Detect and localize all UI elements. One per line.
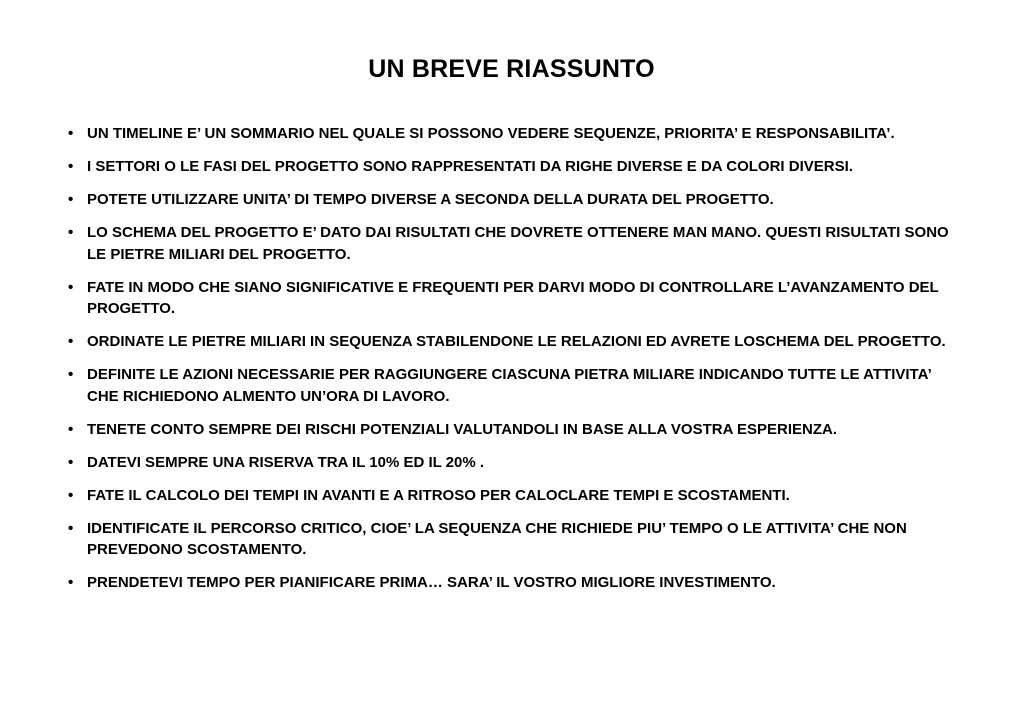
bullet-list xyxy=(62,123,962,605)
bullet-text: TENETE CONTO SEMPRE DEI RISCHI POTENZIALI VALUTANDOLI IN BASE ALLA VOSTRA ESPERIENZA. xyxy=(87,420,838,438)
bullet-item xyxy=(62,364,962,407)
bullet-text: UN TIMELINE E’ UN SOMMARIO NEL QUALE SI POSSONO VEDERE SEQUENZE, PRIORITA’ E RESPONSABILITA’. xyxy=(87,125,895,142)
bullet-icon: • xyxy=(68,420,74,438)
bullet-text: I SETTORI O LE FASI DEL PROGETTO SONO RAPPRESENTATI DA RIGHE DIVERSE E DA COLORI DIVERSI. xyxy=(87,158,853,175)
bullet-text: POTETE UTILIZZARE UNITA’ DI TEMPO DIVERSE A SECONDA DELLA DURATA DEL PROGETTO. xyxy=(87,191,774,208)
bullet-text: PRENDETEVI TEMPO PER PIANIFICARE PRIMA… SARA’ IL VOSTRO MIGLIORE INVESTIMENTO. xyxy=(87,574,776,591)
bullet-item xyxy=(62,485,962,507)
bullet-text: DEFINITE LE AZIONI NECESSARIE PER RAGGIUNGERE CIASCUNA PIETRA MILIARE INDICANDO TUTTE LE ATTIVITA’ CHE RICHIEDONO ALMENTO UN’ORA DI LAVORO. xyxy=(87,366,931,405)
bullet-text: LO SCHEMA DEL PROGETTO E’ DATO DAI RISULTATI CHE DOVRETE OTTENERE MAN MANO. QUESTI RISULTATI SONO LE PIETRE MILIARI DEL PROGETTO. xyxy=(87,224,949,263)
bullet-icon: • xyxy=(68,574,74,591)
bullet-item xyxy=(62,331,962,353)
bullet-item xyxy=(62,189,962,211)
bullet-icon: • xyxy=(68,366,74,383)
bullet-icon: • xyxy=(68,125,74,142)
bullet-text: ORDINATE LE PIETRE MILIARI IN SEQUENZA STABILENDONE LE RELAZIONI ED AVRETE LOSCHEMA DEL PROGETTO. xyxy=(87,333,946,350)
bullet-text: FATE IN MODO CHE SIANO SIGNIFICATIVE E FREQUENTI PER DARVI MODO DI CONTROLLARE L’AVANZAMENTO DEL PROGETTO. xyxy=(87,278,939,317)
bullet-icon: • xyxy=(68,278,74,296)
bullet-item xyxy=(62,156,962,178)
bullet-text: FATE IL CALCOLO DEI TEMPI IN AVANTI E A RITROSO PER CALOCLARE TEMPI E SCOSTAMENTI. xyxy=(87,486,790,504)
bullet-text: DATEVI SEMPRE UNA RISERVA TRA IL 10% ED IL 20% . xyxy=(87,453,485,471)
bullet-text: IDENTIFICATE IL PERCORSO CRITICO, CIOE’ LA SEQUENZA CHE RICHIEDE PIU’ TEMPO O LE ATTIVITA’ CHE NON PREVEDONO SCOSTAMENTO. xyxy=(87,519,907,558)
bullet-icon: • xyxy=(68,224,74,241)
bullet-icon: • xyxy=(68,486,74,504)
bullet-icon: • xyxy=(68,191,74,208)
bullet-item xyxy=(62,123,962,145)
slide-title: UN BREVE RIASSUNTO xyxy=(368,55,655,83)
bullet-icon: • xyxy=(68,453,74,471)
bullet-item xyxy=(62,222,962,265)
bullet-icon: • xyxy=(68,158,74,175)
bullet-icon: • xyxy=(68,333,74,350)
bullet-item xyxy=(62,452,962,474)
bullet-item xyxy=(62,572,962,594)
bullet-item xyxy=(62,277,962,320)
bullet-icon: • xyxy=(68,519,74,537)
bullet-item xyxy=(62,419,962,441)
bullet-item xyxy=(62,518,962,561)
